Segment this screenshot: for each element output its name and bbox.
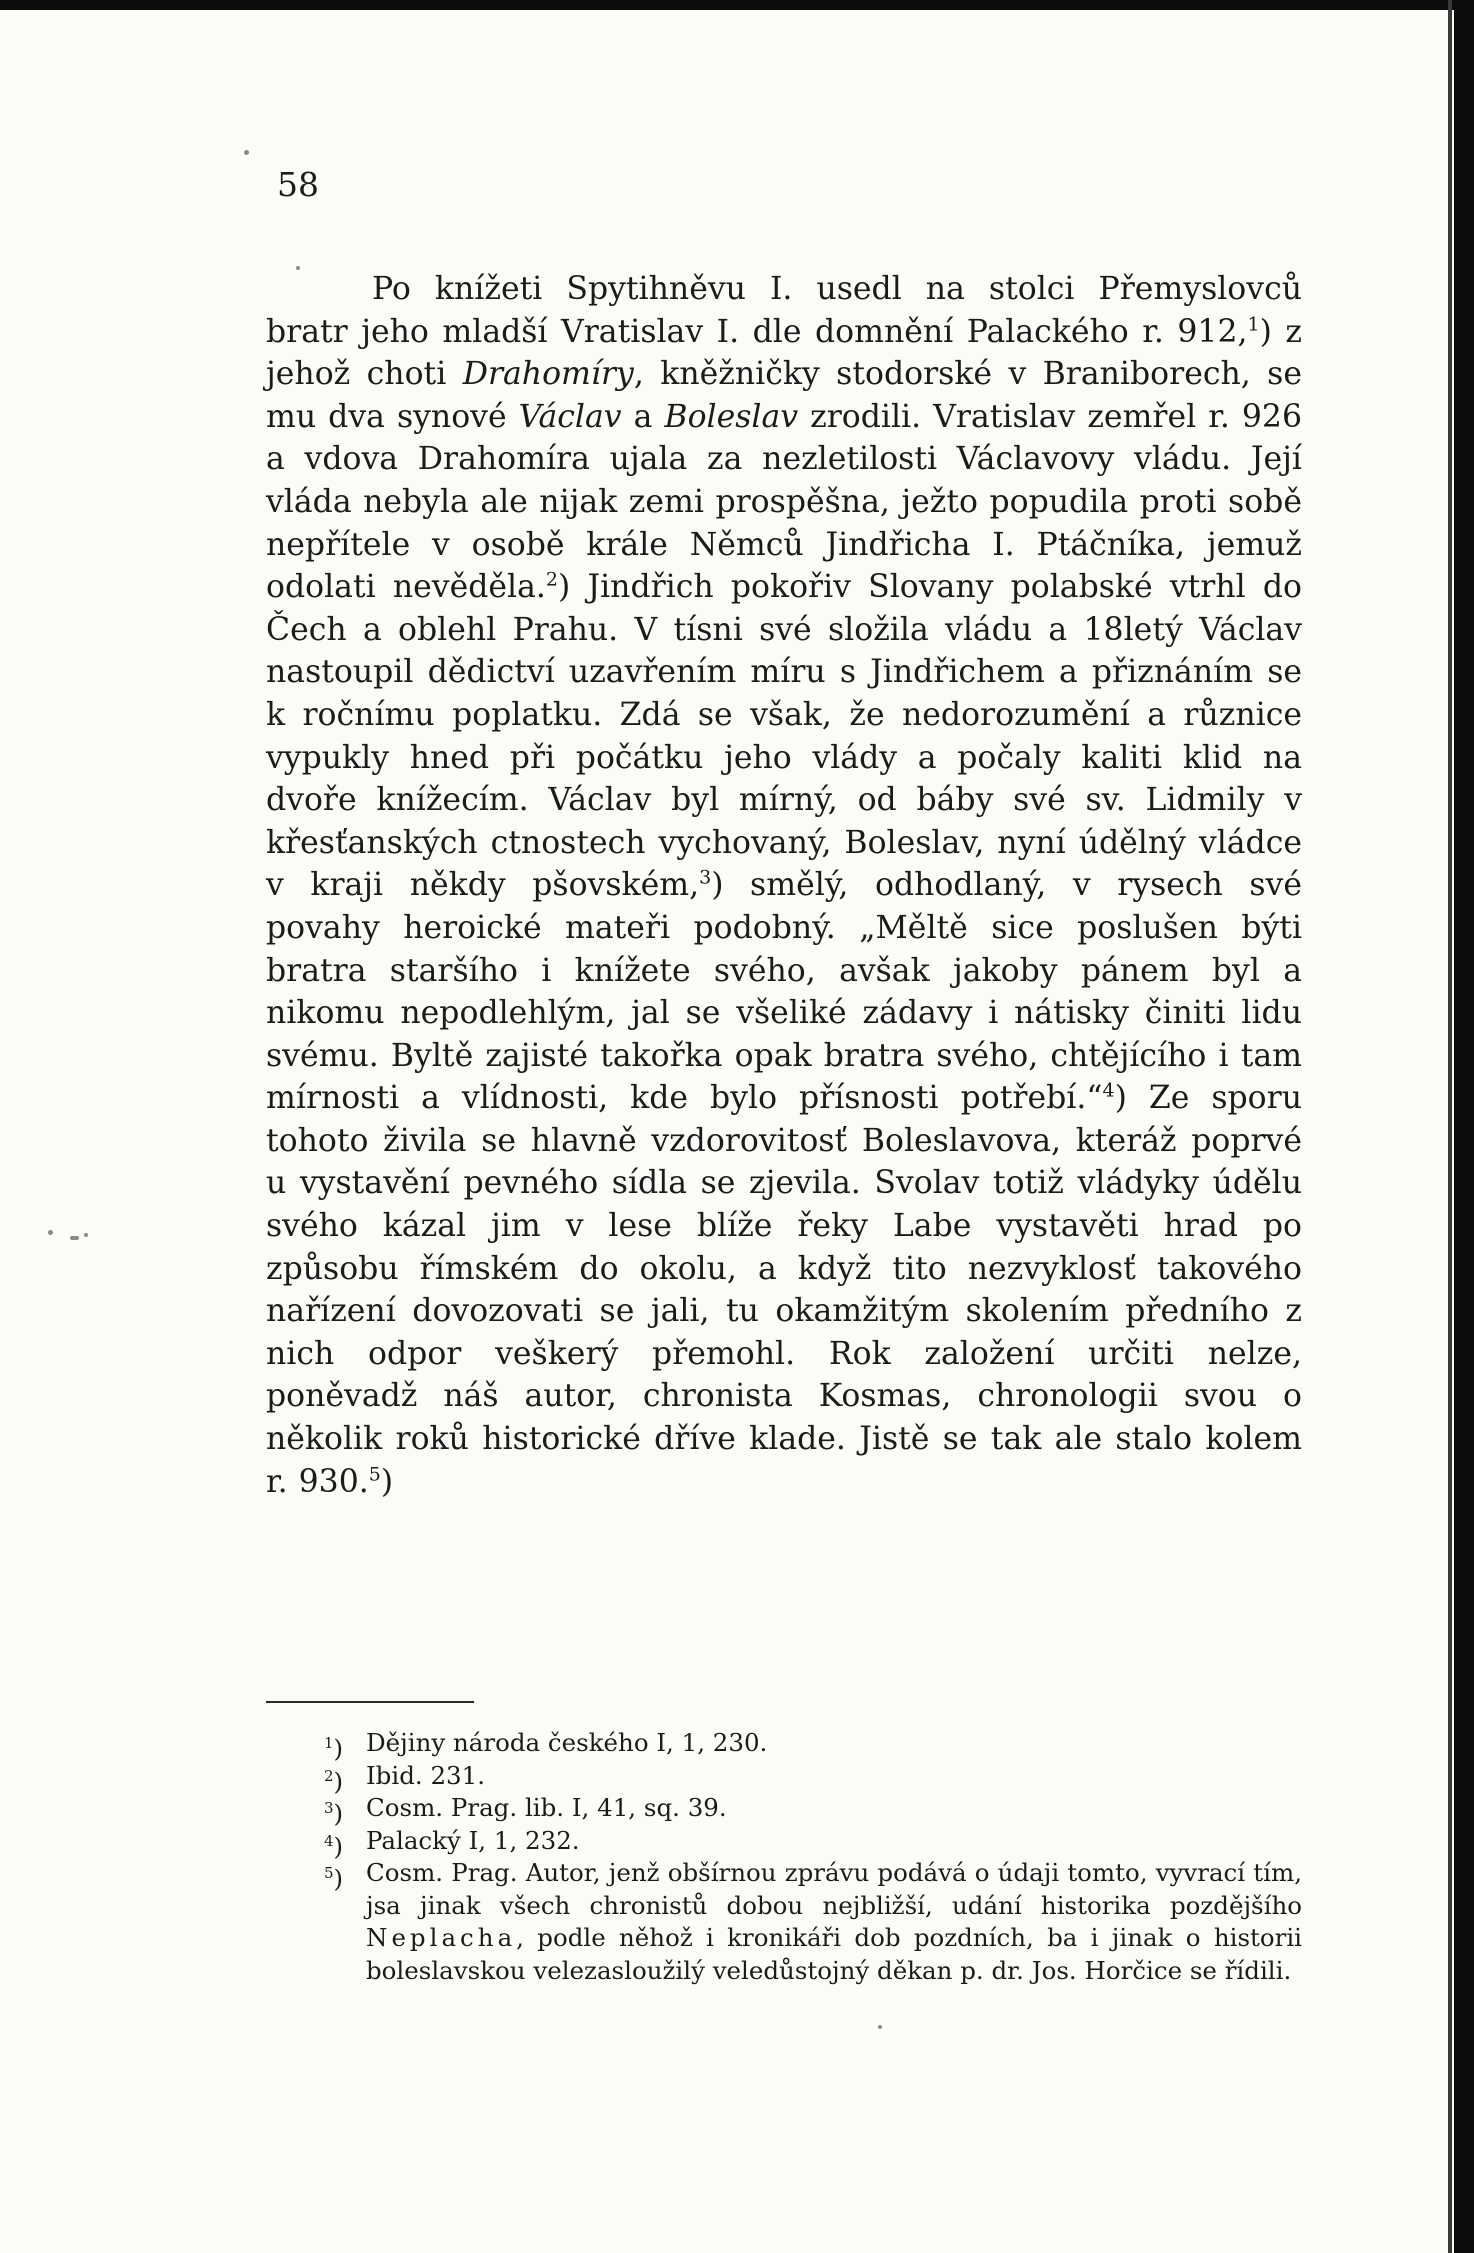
footnote-mark: $^1$) [324,1734,344,1764]
footnote-mark: $^3$) [324,1799,344,1829]
footnote [324,1727,1302,1764]
footnote-text: Ibid. 231. [366,1760,486,1790]
footnote-divider [266,1701,474,1703]
footnote [324,1760,1302,1796]
text-segment: ) z jehož choti [266,313,1302,393]
name-drahomira: Drahomíry [462,356,634,393]
footnote-reference: 5 [368,1463,381,1486]
scan-speck [244,150,249,155]
text-segment: Po knížeti Spytihněvu I. usedl na stolci Přemyslovců bratr jeho mladší Vratislav I. dle domnění Palackého r. 912, [266,271,1302,350]
scan-border-right [1454,0,1474,2253]
footnote-mark: $^5$) [324,1864,344,1894]
paragraph [266,268,1302,1503]
text-segment: ) Jindřich pokořiv Slovany polabské vtrhl do Čech a oblehl Prahu. V tísni své složila vládu a 18letý Václav nastoupil dědictví uzavřením míru s Jindřichem a přiznáním se k ročnímu poplatku. Zdá se však, že nedorozumění a různice vypukly hned při počátku jeho vlády a počaly kaliti klid na dvoře knížecím. Václav byl mírný, od báby své sv. Lidmily v křesťanských ctnostech vychovaný, Boleslav, nyní údělný vládce v kraji někdy pšovském, [266,569,1303,904]
footnote [324,1825,1302,1861]
scan-speck [70,1236,79,1240]
name-vaclav: Václav [518,398,622,435]
scan-border-right-inner [1448,0,1452,2253]
scan-speck [48,1230,53,1235]
footnote-text: Cosm. Prag. lib. I, 41, sq. 39. [366,1793,727,1822]
footnote-text: Palacký I, 1, 232. [366,1825,580,1855]
footnote-reference: 3 [699,866,712,889]
footnote [324,1792,1302,1829]
page-number: 58 [277,165,319,204]
footnote-mark: $^2$) [324,1766,344,1796]
footnote-text: Cosm. Prag. Autor, jenž obšírnou zprávu podává o údaji tomto, vyvrací tím, jsa jinak všech chronistů dobou nejbližší, udání historika pozdějšího Neplacha, podle něhož i kronikáři dob pozdních, ba i jinak o historii boleslavskou velezasloužilý veledůstojný děkan p. dr. Jos. Horčice se řídili. [366,1858,1302,1985]
spaced-name-neplacha: Neplacha [366,1923,517,1952]
text-segment: zrodili. Vratislav zemřel r. 926 a vdova Drahomíra ujala za nezletilosti Václavovy vládu. Její vláda nebyla ale nijak zemi prospěšna, ježto popudila proti sobě nepřítele v osobě krále Němců Jindřicha I. Ptáčníka, jemuž odolati nevěděla. [266,398,1302,606]
text-segment: ) smělý, odhodlaný, v rysech své povahy heroické mateři podobný. „Měltě sice poslušen býti bratra staršího i knížete svého, avšak jakoby pánem byl a nikomu nepodlehlým, jal se všeliké zádavy i nátisky činiti lidu svému. Byltě zajisté takořka opak bratra svého, chtějícího i tam mírnosti a vlídnosti, kde bylo přísnosti potřebí.“ [266,867,1302,1117]
scan-border-top [0,0,1474,10]
text-segment: , kněžničky stodorské v Braniborech, se mu dva synové [266,356,1302,435]
footnote-reference: 2 [545,568,558,591]
footnote-mark: $^4$) [324,1831,344,1861]
footnotes [324,1727,1302,1987]
footnote-reference: 4 [1102,1079,1115,1102]
text-segment: a [621,398,665,435]
footnote-text: Dějiny národa českého I, 1, 230. [366,1728,768,1757]
footnote-reference: 1 [1247,313,1260,336]
text-segment: ) Ze sporu tohoto živila se hlavně vzdorovitosť Boleslavova, kteráž poprvé u vystavění pevného sídla se zjevila. Svolav totiž vládyky údělu svého kázal jim v lese blíže řeky Labe vystavěti hrad po způsobu římském do okolu, a když tito nezvyklosť takového nařízení dovozovati se jali, tu okamžitým skolením předního z nich odpor veškerý přemohl. Rok založení určiti nelze, poněvadž náš autor, chronista Kosmas, chronologii svou o několik roků historické dříve klade. Jistě se tak ale stalo kolem r. 930. [266,1080,1302,1500]
footnote [324,1857,1302,1987]
name-boleslav: Boleslav [664,398,799,435]
scan-speck [878,2025,882,2029]
main-paragraph [266,268,1302,1503]
scan-speck [84,1233,88,1237]
text-segment: ) [380,1463,394,1500]
